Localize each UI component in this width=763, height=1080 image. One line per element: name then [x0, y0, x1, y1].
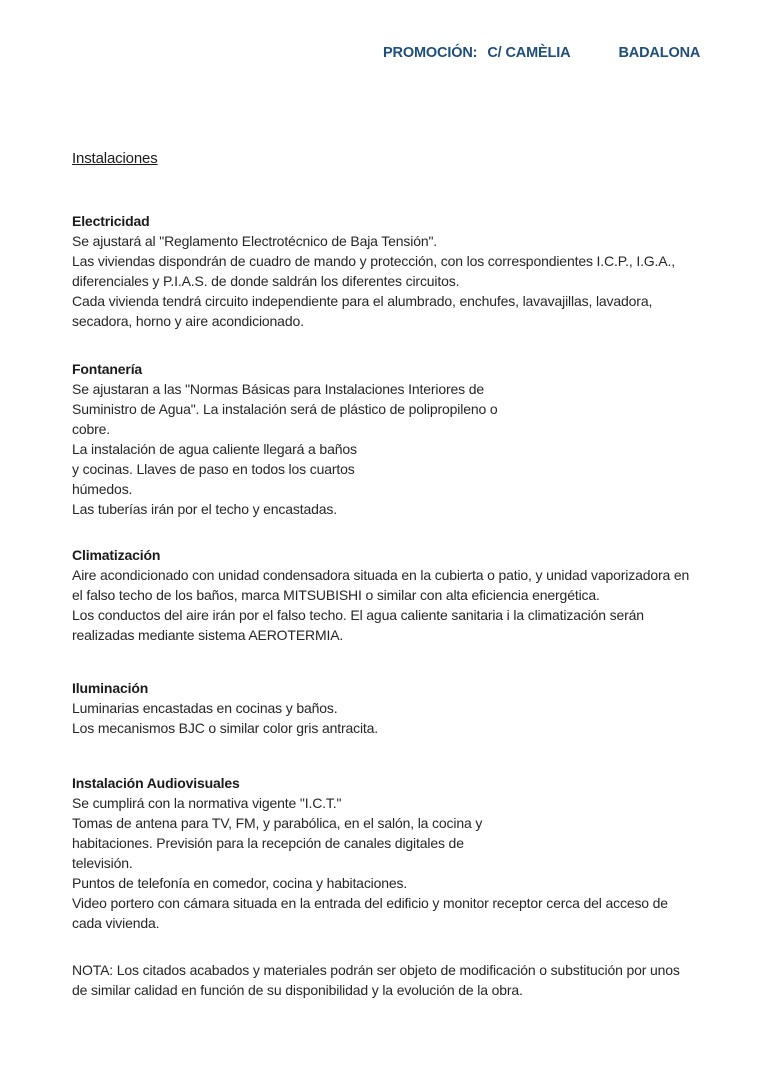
section-heading: Iluminación — [72, 680, 149, 696]
section-line: Las tuberías irán por el techo y encastadas. — [72, 501, 338, 517]
section-line: televisión. — [72, 855, 133, 871]
document-body — [72, 149, 763, 1000]
section-line: Puntos de telefonía en comedor, cocina y habitaciones. — [72, 875, 408, 891]
page-title: Instalaciones — [72, 150, 158, 167]
section-fontaneria — [72, 359, 763, 519]
section-electricidad — [72, 211, 763, 331]
section-line: cada vivienda. — [72, 915, 160, 931]
promocion-value: C/ CAMÈLIA — [487, 45, 571, 61]
section-audiovisuales — [72, 773, 763, 933]
section-heading: Instalación Audiovisuales — [72, 775, 240, 791]
section-line: habitaciones. Previsión para la recepción de canales digitales de — [72, 835, 464, 851]
section-line: La instalación de agua caliente llegará a baños — [72, 441, 357, 457]
section-climatizacion — [72, 545, 763, 645]
section-line: el falso techo de los baños, marca MITSUBISHI o similar con alta eficiencia energética. — [72, 587, 600, 603]
section-line: secadora, horno y aire acondicionado. — [72, 313, 304, 329]
section-line: Se cumplirá con la normativa vigente "I.C.T." — [72, 795, 342, 811]
section-line: Aire acondicionado con unidad condensadora situada en la cubierta o patio, y unidad vaporizadora en — [72, 567, 690, 583]
section-heading: Climatización — [72, 547, 161, 563]
note-line: de similar calidad en función de su disponibilidad y la evolución de la obra. — [72, 982, 523, 998]
section-line: Los mecanismos BJC o similar color gris antracita. — [72, 720, 379, 736]
city-label: BADALONA — [618, 45, 701, 61]
section-line: Se ajustaran a las "Normas Básicas para Instalaciones Interiores de — [72, 381, 485, 397]
note-line: NOTA: Los citados acabados y materiales podrán ser objeto de modificación o substitución por unos — [72, 962, 680, 978]
document-header — [383, 45, 700, 61]
section-iluminacion — [72, 678, 763, 738]
section-line: Video portero con cámara situada en la entrada del edificio y monitor receptor cerca del acceso de — [72, 895, 668, 911]
section-line: Las viviendas dispondrán de cuadro de mando y protección, con los correspondientes I.C.P., I.G.A., — [72, 253, 675, 269]
section-heading: Electricidad — [72, 213, 150, 229]
section-line: Se ajustará al "Reglamento Electrotécnico de Baja Tensión". — [72, 233, 438, 249]
section-line: cobre. — [72, 421, 111, 437]
section-line: Luminarias encastadas en cocinas y baños. — [72, 700, 338, 716]
section-line: Suministro de Agua". La instalación será de plástico de polipropileno o — [72, 401, 498, 417]
section-line: y cocinas. Llaves de paso en todos los cuartos — [72, 461, 355, 477]
section-line: diferenciales y P.I.A.S. de donde saldrán los diferentes circuitos. — [72, 273, 460, 289]
section-line: realizadas mediante sistema AEROTERMIA. — [72, 627, 344, 643]
promocion-label: PROMOCIÓN: — [383, 45, 478, 61]
note-paragraph — [72, 960, 763, 1000]
section-line: Cada vivienda tendrá circuito independiente para el alumbrado, enchufes, lavavajillas, lavadora, — [72, 293, 653, 309]
section-line: Tomas de antena para TV, FM, y parabólica, en el salón, la cocina y — [72, 815, 483, 831]
section-heading: Fontanería — [72, 361, 143, 377]
section-line: húmedos. — [72, 481, 133, 497]
section-line: Los conductos del aire irán por el falso techo. El agua caliente sanitaria i la climatización serán — [72, 607, 644, 623]
